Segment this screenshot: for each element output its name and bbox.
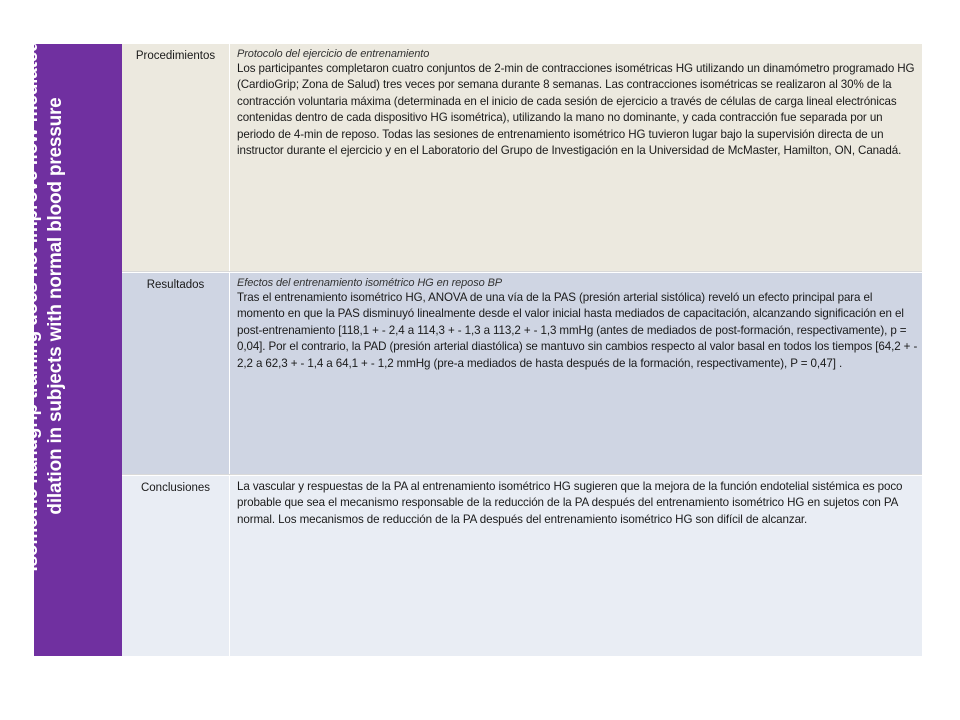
row-content-cell	[231, 44, 922, 271]
row-label-cell	[122, 44, 230, 271]
row-subtitle: Protocolo del ejercicio de entrenamiento	[237, 48, 430, 60]
row-label: Procedimientos	[135, 50, 216, 62]
row-body: La vascular y respuestas de la PA al entrenamiento isométrico HG sugieren que la mejora de la función endotelial sistémica es poco probable que sea el mecanismo responsable de la reducción de la PA después del entrenamiento isométrico HG en sujetos con PA normal. Los mecanismos de reducción de la PA después del entrenamiento isométrico HG son difícil de alcanzar.	[237, 480, 903, 526]
row-content-cell	[231, 476, 922, 656]
table-row-conclusiones	[122, 475, 922, 656]
row-subtitle: Efectos del entrenamiento isométrico HG en reposo BP	[237, 277, 503, 289]
slide-title	[0, 0, 88, 612]
row-label: Resultados	[146, 279, 205, 291]
slide-title-text: Isometric handgrip training does not improve flow-mediated dilation in subjects with normal blood pressure	[21, 40, 66, 572]
summary-table	[122, 44, 922, 656]
row-label-cell	[122, 476, 230, 656]
row-body: Los participantes completaron cuatro conjuntos de 2-min de contracciones isométricas HG utilizando un dinamómetro programado HG (CardioGrip; Zona de Salud) tres veces por semana durante 8 semanas. Las contracciones isométricas se realizaron al 30% de la contracción voluntaria máxima (determinada en el inicio de cada sesión de ejercicio a través de células de carga lineal electrónicas contenidas dentro de cada dispositivo HG isométrica), utilizando la mano no dominante, y cada contracción fue separada por un periodo de 4-min de reposo. Todas las sesiones de entrenamiento isométrico HG tuvieron lugar bajo la supervisión directa de un instructor durante el ejercicio y en el Laboratorio del Grupo de Investigación en la Universidad de McMaster, Hamilton, ON, Canadá.	[237, 62, 915, 158]
row-label-cell	[122, 273, 230, 474]
row-content-cell	[231, 273, 922, 474]
row-body: Tras el entrenamiento isométrico HG, ANOVA de una vía de la PAS (presión arterial sistólica) reveló un efecto principal para el momento en que la PAS disminuyó linealmente desde el valor inicial hasta mediados de capacitación, alcanzando significación en el post-entrenamiento [118,1 + - 2,4 a 114,3 + - 1,3 a 113,2 + - 1,3 mmHg (antes de mediados de post-formación, respectivamente), p = 0,04]. Por el contrario, la PAD (presión arterial diastólica) se mantuvo sin cambios respecto al valor basal en todos los tiempos [64,2 + - 2,2 a 62,3 + - 1,4 a 64,1 + - 1,2 mmHg (pre-a mediados de hasta después de la formación, respectivamente), P = 0,47] .	[237, 291, 918, 370]
table-row-procedimientos	[122, 44, 922, 272]
table-row-resultados	[122, 272, 922, 475]
row-label: Conclusiones	[140, 482, 211, 494]
